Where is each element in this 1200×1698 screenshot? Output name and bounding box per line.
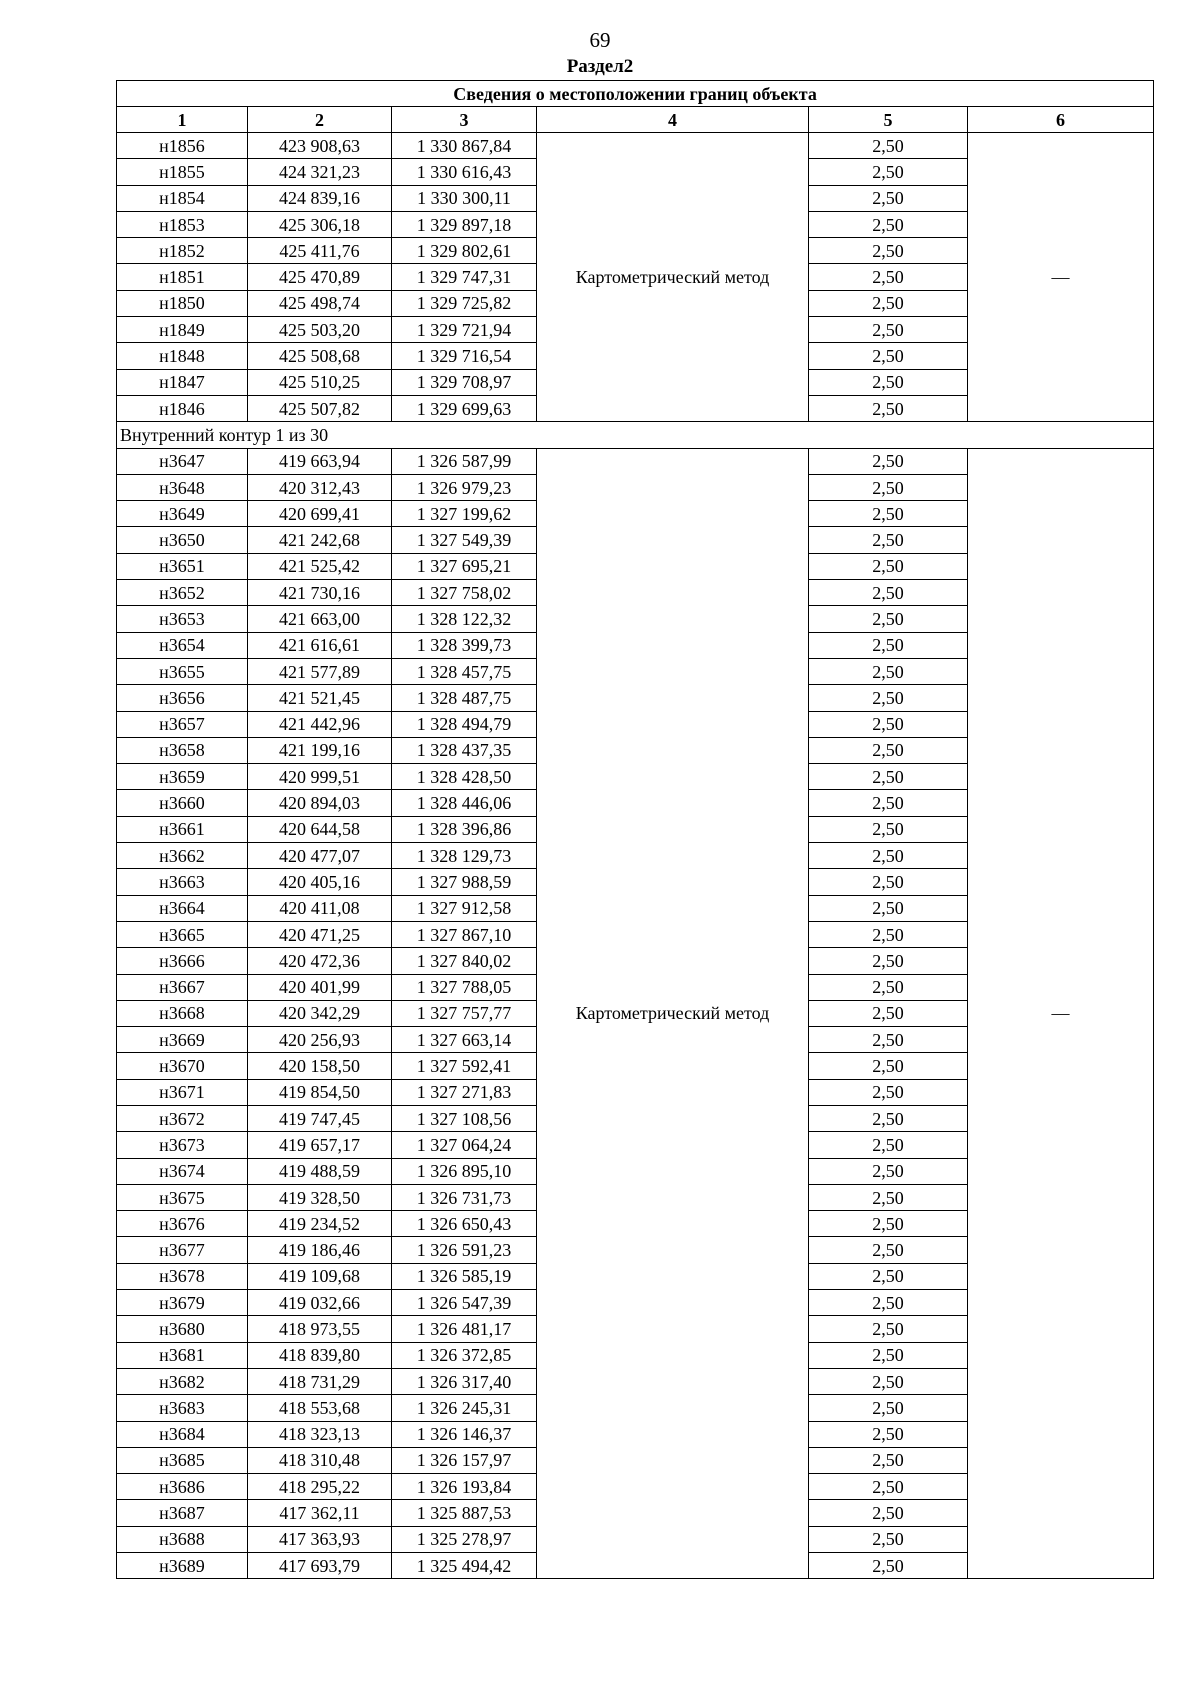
accuracy-cell: 2,50 <box>809 395 968 421</box>
x-coordinate-cell: 418 323,13 <box>248 1421 392 1447</box>
x-coordinate-cell: 419 109,68 <box>248 1263 392 1289</box>
x-coordinate-cell: 419 854,50 <box>248 1079 392 1105</box>
y-coordinate-cell: 1 329 897,18 <box>392 211 537 237</box>
y-coordinate-cell: 1 327 757,77 <box>392 1000 537 1026</box>
point-id-cell: н3666 <box>117 948 248 974</box>
x-coordinate-cell: 419 328,50 <box>248 1184 392 1210</box>
y-coordinate-cell: 1 327 867,10 <box>392 921 537 947</box>
accuracy-cell: 2,50 <box>809 1105 968 1131</box>
point-id-cell: н1855 <box>117 159 248 185</box>
accuracy-cell: 2,50 <box>809 1053 968 1079</box>
y-coordinate-cell: 1 327 840,02 <box>392 948 537 974</box>
y-coordinate-cell: 1 329 699,63 <box>392 395 537 421</box>
column-number-row <box>117 107 1154 133</box>
point-id-cell: н3686 <box>117 1474 248 1500</box>
column-6-cell: — <box>968 448 1154 1579</box>
y-coordinate-cell: 1 326 979,23 <box>392 474 537 500</box>
y-coordinate-cell: 1 325 278,97 <box>392 1526 537 1552</box>
x-coordinate-cell: 424 321,23 <box>248 159 392 185</box>
y-coordinate-cell: 1 328 457,75 <box>392 658 537 684</box>
accuracy-cell: 2,50 <box>809 711 968 737</box>
accuracy-cell: 2,50 <box>809 1526 968 1552</box>
y-coordinate-cell: 1 328 129,73 <box>392 843 537 869</box>
x-coordinate-cell: 419 488,59 <box>248 1158 392 1184</box>
x-coordinate-cell: 417 693,79 <box>248 1553 392 1579</box>
accuracy-cell: 2,50 <box>809 580 968 606</box>
point-id-cell: н3682 <box>117 1368 248 1394</box>
accuracy-cell: 2,50 <box>809 1132 968 1158</box>
x-coordinate-cell: 420 401,99 <box>248 974 392 1000</box>
y-coordinate-cell: 1 329 721,94 <box>392 317 537 343</box>
y-coordinate-cell: 1 328 428,50 <box>392 764 537 790</box>
accuracy-cell: 2,50 <box>809 317 968 343</box>
accuracy-cell: 2,50 <box>809 1237 968 1263</box>
x-coordinate-cell: 418 839,80 <box>248 1342 392 1368</box>
point-id-cell: н3650 <box>117 527 248 553</box>
point-id-cell: н1856 <box>117 133 248 159</box>
accuracy-cell: 2,50 <box>809 606 968 632</box>
accuracy-cell: 2,50 <box>809 1027 968 1053</box>
point-id-cell: н3649 <box>117 501 248 527</box>
y-coordinate-cell: 1 327 758,02 <box>392 580 537 606</box>
y-coordinate-cell: 1 326 481,17 <box>392 1316 537 1342</box>
accuracy-cell: 2,50 <box>809 764 968 790</box>
x-coordinate-cell: 425 411,76 <box>248 238 392 264</box>
page-number: 69 <box>589 28 611 52</box>
y-coordinate-cell: 1 329 802,61 <box>392 238 537 264</box>
point-id-cell: н1850 <box>117 290 248 316</box>
y-coordinate-cell: 1 328 399,73 <box>392 632 537 658</box>
contour-label: Внутренний контур 1 из 30 <box>117 422 1154 448</box>
accuracy-cell: 2,50 <box>809 133 968 159</box>
accuracy-cell: 2,50 <box>809 185 968 211</box>
x-coordinate-cell: 425 306,18 <box>248 211 392 237</box>
accuracy-cell: 2,50 <box>809 974 968 1000</box>
point-id-cell: н3685 <box>117 1447 248 1473</box>
x-coordinate-cell: 419 663,94 <box>248 448 392 474</box>
point-id-cell: н3668 <box>117 1000 248 1026</box>
x-coordinate-cell: 420 894,03 <box>248 790 392 816</box>
y-coordinate-cell: 1 327 788,05 <box>392 974 537 1000</box>
accuracy-cell: 2,50 <box>809 1342 968 1368</box>
accuracy-cell: 2,50 <box>809 1184 968 1210</box>
accuracy-cell: 2,50 <box>809 1447 968 1473</box>
accuracy-cell: 2,50 <box>809 658 968 684</box>
x-coordinate-cell: 419 032,66 <box>248 1290 392 1316</box>
x-coordinate-cell: 425 507,82 <box>248 395 392 421</box>
y-coordinate-cell: 1 327 271,83 <box>392 1079 537 1105</box>
x-coordinate-cell: 420 699,41 <box>248 501 392 527</box>
point-id-cell: н3676 <box>117 1211 248 1237</box>
accuracy-cell: 2,50 <box>809 1211 968 1237</box>
point-id-cell: н3658 <box>117 737 248 763</box>
point-id-cell: н3673 <box>117 1132 248 1158</box>
y-coordinate-cell: 1 327 663,14 <box>392 1027 537 1053</box>
table-body <box>117 81 1154 1579</box>
y-coordinate-cell: 1 326 585,19 <box>392 1263 537 1289</box>
accuracy-cell: 2,50 <box>809 501 968 527</box>
accuracy-cell: 2,50 <box>809 1079 968 1105</box>
point-id-cell: н3671 <box>117 1079 248 1105</box>
point-id-cell: н3688 <box>117 1526 248 1552</box>
point-id-cell: н3659 <box>117 764 248 790</box>
x-coordinate-cell: 420 999,51 <box>248 764 392 790</box>
y-coordinate-cell: 1 327 988,59 <box>392 869 537 895</box>
accuracy-cell: 2,50 <box>809 369 968 395</box>
y-coordinate-cell: 1 330 300,11 <box>392 185 537 211</box>
x-coordinate-cell: 425 470,89 <box>248 264 392 290</box>
column-number-3: 3 <box>392 107 537 133</box>
point-id-cell: н1852 <box>117 238 248 264</box>
x-coordinate-cell: 425 510,25 <box>248 369 392 395</box>
y-coordinate-cell: 1 329 725,82 <box>392 290 537 316</box>
x-coordinate-cell: 420 471,25 <box>248 921 392 947</box>
x-coordinate-cell: 420 256,93 <box>248 1027 392 1053</box>
y-coordinate-cell: 1 326 157,97 <box>392 1447 537 1473</box>
accuracy-cell: 2,50 <box>809 685 968 711</box>
accuracy-cell: 2,50 <box>809 343 968 369</box>
x-coordinate-cell: 421 525,42 <box>248 553 392 579</box>
y-coordinate-cell: 1 328 396,86 <box>392 816 537 842</box>
y-coordinate-cell: 1 326 146,37 <box>392 1421 537 1447</box>
point-id-cell: н1848 <box>117 343 248 369</box>
accuracy-cell: 2,50 <box>809 1290 968 1316</box>
x-coordinate-cell: 421 242,68 <box>248 527 392 553</box>
accuracy-cell: 2,50 <box>809 948 968 974</box>
accuracy-cell: 2,50 <box>809 737 968 763</box>
x-coordinate-cell: 419 747,45 <box>248 1105 392 1131</box>
method-cell: Картометрический метод <box>537 133 809 422</box>
point-id-cell: н3656 <box>117 685 248 711</box>
point-id-cell: н3689 <box>117 1553 248 1579</box>
x-coordinate-cell: 421 577,89 <box>248 658 392 684</box>
accuracy-cell: 2,50 <box>809 238 968 264</box>
y-coordinate-cell: 1 329 716,54 <box>392 343 537 369</box>
point-id-cell: н1851 <box>117 264 248 290</box>
point-id-cell: н3670 <box>117 1053 248 1079</box>
column-number-4: 4 <box>537 107 809 133</box>
y-coordinate-cell: 1 327 549,39 <box>392 527 537 553</box>
accuracy-cell: 2,50 <box>809 790 968 816</box>
x-coordinate-cell: 418 553,68 <box>248 1395 392 1421</box>
column-number-6: 6 <box>968 107 1154 133</box>
point-id-cell: н3655 <box>117 658 248 684</box>
accuracy-cell: 2,50 <box>809 264 968 290</box>
point-id-cell: н3664 <box>117 895 248 921</box>
point-id-cell: н1854 <box>117 185 248 211</box>
point-id-cell: н3669 <box>117 1027 248 1053</box>
y-coordinate-cell: 1 326 193,84 <box>392 1474 537 1500</box>
x-coordinate-cell: 420 405,16 <box>248 869 392 895</box>
x-coordinate-cell: 417 362,11 <box>248 1500 392 1526</box>
x-coordinate-cell: 425 508,68 <box>248 343 392 369</box>
point-id-cell: н3684 <box>117 1421 248 1447</box>
x-coordinate-cell: 423 908,63 <box>248 133 392 159</box>
point-id-cell: н3674 <box>117 1158 248 1184</box>
y-coordinate-cell: 1 326 591,23 <box>392 1237 537 1263</box>
y-coordinate-cell: 1 326 650,43 <box>392 1211 537 1237</box>
x-coordinate-cell: 419 657,17 <box>248 1132 392 1158</box>
table-row <box>117 133 1154 159</box>
point-id-cell: н3647 <box>117 448 248 474</box>
contour-label-row <box>117 422 1154 448</box>
x-coordinate-cell: 418 295,22 <box>248 1474 392 1500</box>
x-coordinate-cell: 420 644,58 <box>248 816 392 842</box>
point-id-cell: н1849 <box>117 317 248 343</box>
x-coordinate-cell: 417 363,93 <box>248 1526 392 1552</box>
y-coordinate-cell: 1 329 747,31 <box>392 264 537 290</box>
x-coordinate-cell: 421 730,16 <box>248 580 392 606</box>
y-coordinate-cell: 1 328 437,35 <box>392 737 537 763</box>
point-id-cell: н3677 <box>117 1237 248 1263</box>
accuracy-cell: 2,50 <box>809 1474 968 1500</box>
y-coordinate-cell: 1 327 108,56 <box>392 1105 537 1131</box>
accuracy-cell: 2,50 <box>809 816 968 842</box>
table-caption-row <box>117 81 1154 107</box>
point-id-cell: н3681 <box>117 1342 248 1368</box>
y-coordinate-cell: 1 330 867,84 <box>392 133 537 159</box>
table-row <box>117 448 1154 474</box>
accuracy-cell: 2,50 <box>809 1368 968 1394</box>
y-coordinate-cell: 1 327 064,24 <box>392 1132 537 1158</box>
x-coordinate-cell: 424 839,16 <box>248 185 392 211</box>
y-coordinate-cell: 1 326 731,73 <box>392 1184 537 1210</box>
x-coordinate-cell: 418 731,29 <box>248 1368 392 1394</box>
method-cell: Картометрический метод <box>537 448 809 1579</box>
accuracy-cell: 2,50 <box>809 632 968 658</box>
x-coordinate-cell: 418 310,48 <box>248 1447 392 1473</box>
point-id-cell: н3654 <box>117 632 248 658</box>
point-id-cell: н3672 <box>117 1105 248 1131</box>
x-coordinate-cell: 420 342,29 <box>248 1000 392 1026</box>
point-id-cell: н3657 <box>117 711 248 737</box>
y-coordinate-cell: 1 327 199,62 <box>392 501 537 527</box>
point-id-cell: н3660 <box>117 790 248 816</box>
x-coordinate-cell: 418 973,55 <box>248 1316 392 1342</box>
y-coordinate-cell: 1 326 895,10 <box>392 1158 537 1184</box>
accuracy-cell: 2,50 <box>809 211 968 237</box>
point-id-cell: н3667 <box>117 974 248 1000</box>
y-coordinate-cell: 1 328 122,32 <box>392 606 537 632</box>
y-coordinate-cell: 1 328 487,75 <box>392 685 537 711</box>
y-coordinate-cell: 1 325 887,53 <box>392 1500 537 1526</box>
column-number-5: 5 <box>809 107 968 133</box>
x-coordinate-cell: 425 503,20 <box>248 317 392 343</box>
accuracy-cell: 2,50 <box>809 290 968 316</box>
point-id-cell: н3680 <box>117 1316 248 1342</box>
x-coordinate-cell: 421 442,96 <box>248 711 392 737</box>
point-id-cell: н3662 <box>117 843 248 869</box>
y-coordinate-cell: 1 325 494,42 <box>392 1553 537 1579</box>
x-coordinate-cell: 421 616,61 <box>248 632 392 658</box>
section-title: Раздел2 <box>566 56 634 77</box>
point-id-cell: н3683 <box>117 1395 248 1421</box>
boundary-coordinates-table <box>116 80 1154 1579</box>
accuracy-cell: 2,50 <box>809 1158 968 1184</box>
point-id-cell: н3651 <box>117 553 248 579</box>
y-coordinate-cell: 1 328 494,79 <box>392 711 537 737</box>
x-coordinate-cell: 419 234,52 <box>248 1211 392 1237</box>
y-coordinate-cell: 1 328 446,06 <box>392 790 537 816</box>
column-number-2: 2 <box>248 107 392 133</box>
y-coordinate-cell: 1 326 587,99 <box>392 448 537 474</box>
point-id-cell: н3678 <box>117 1263 248 1289</box>
accuracy-cell: 2,50 <box>809 448 968 474</box>
y-coordinate-cell: 1 326 547,39 <box>392 1290 537 1316</box>
table-caption: Сведения о местоположении границ объекта <box>117 81 1154 107</box>
y-coordinate-cell: 1 329 708,97 <box>392 369 537 395</box>
x-coordinate-cell: 420 472,36 <box>248 948 392 974</box>
accuracy-cell: 2,50 <box>809 1000 968 1026</box>
accuracy-cell: 2,50 <box>809 1553 968 1579</box>
point-id-cell: н3687 <box>117 1500 248 1526</box>
point-id-cell: н3663 <box>117 869 248 895</box>
x-coordinate-cell: 421 663,00 <box>248 606 392 632</box>
accuracy-cell: 2,50 <box>809 1263 968 1289</box>
x-coordinate-cell: 419 186,46 <box>248 1237 392 1263</box>
y-coordinate-cell: 1 327 592,41 <box>392 1053 537 1079</box>
point-id-cell: н1853 <box>117 211 248 237</box>
x-coordinate-cell: 420 158,50 <box>248 1053 392 1079</box>
x-coordinate-cell: 421 521,45 <box>248 685 392 711</box>
y-coordinate-cell: 1 326 245,31 <box>392 1395 537 1421</box>
x-coordinate-cell: 420 411,08 <box>248 895 392 921</box>
point-id-cell: н3679 <box>117 1290 248 1316</box>
accuracy-cell: 2,50 <box>809 921 968 947</box>
point-id-cell: н3653 <box>117 606 248 632</box>
point-id-cell: н1846 <box>117 395 248 421</box>
accuracy-cell: 2,50 <box>809 895 968 921</box>
accuracy-cell: 2,50 <box>809 843 968 869</box>
accuracy-cell: 2,50 <box>809 1316 968 1342</box>
point-id-cell: н3675 <box>117 1184 248 1210</box>
accuracy-cell: 2,50 <box>809 1395 968 1421</box>
x-coordinate-cell: 421 199,16 <box>248 737 392 763</box>
accuracy-cell: 2,50 <box>809 553 968 579</box>
x-coordinate-cell: 420 312,43 <box>248 474 392 500</box>
point-id-cell: н3652 <box>117 580 248 606</box>
x-coordinate-cell: 420 477,07 <box>248 843 392 869</box>
column-6-cell: — <box>968 133 1154 422</box>
point-id-cell: н3648 <box>117 474 248 500</box>
accuracy-cell: 2,50 <box>809 527 968 553</box>
y-coordinate-cell: 1 326 372,85 <box>392 1342 537 1368</box>
point-id-cell: н1847 <box>117 369 248 395</box>
y-coordinate-cell: 1 330 616,43 <box>392 159 537 185</box>
y-coordinate-cell: 1 327 695,21 <box>392 553 537 579</box>
y-coordinate-cell: 1 326 317,40 <box>392 1368 537 1394</box>
accuracy-cell: 2,50 <box>809 474 968 500</box>
accuracy-cell: 2,50 <box>809 869 968 895</box>
x-coordinate-cell: 425 498,74 <box>248 290 392 316</box>
accuracy-cell: 2,50 <box>809 1421 968 1447</box>
point-id-cell: н3661 <box>117 816 248 842</box>
point-id-cell: н3665 <box>117 921 248 947</box>
accuracy-cell: 2,50 <box>809 159 968 185</box>
y-coordinate-cell: 1 327 912,58 <box>392 895 537 921</box>
accuracy-cell: 2,50 <box>809 1500 968 1526</box>
column-number-1: 1 <box>117 107 248 133</box>
